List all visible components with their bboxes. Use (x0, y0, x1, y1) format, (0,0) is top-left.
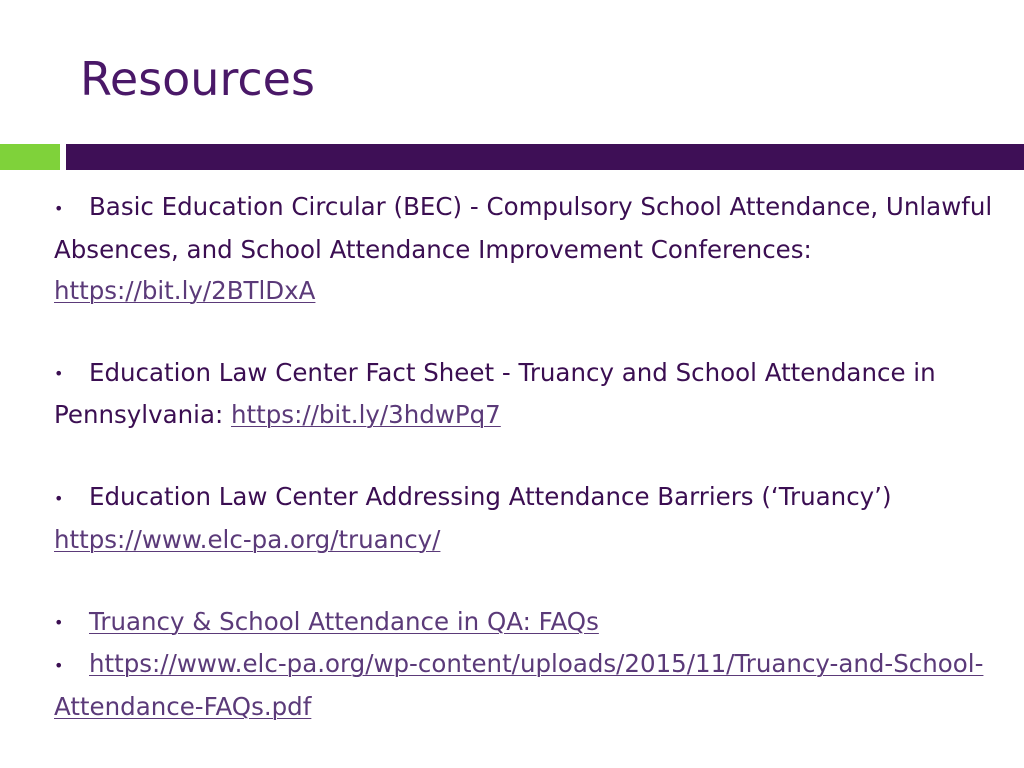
resource-item-attendance-barriers (54, 476, 1004, 560)
bullet-icon: • (54, 613, 64, 632)
spacer (54, 311, 1004, 352)
resource-item-fact-sheet (54, 352, 1004, 436)
resource-text: Education Law Center Fact Sheet - Truancy and School Attendance in Pennsylvania: (54, 357, 936, 429)
resource-link-truancy[interactable]: https://www.elc-pa.org/truancy/ (54, 524, 441, 554)
resource-list (54, 186, 1004, 727)
resource-link-faqs-pdf[interactable]: https://www.elc-pa.org/wp-content/uploads/2015/11/Truancy-and-School-Attendance-FAQs.pdf (54, 649, 984, 721)
resource-link-bec[interactable]: https://bit.ly/2BTlDxA (54, 275, 316, 305)
resource-item-bec (54, 186, 1004, 311)
accent-bar-green (0, 144, 60, 170)
resource-item-faqs-url (54, 643, 1004, 727)
bullet-icon: • (54, 488, 64, 508)
bullet-icon: • (54, 655, 64, 675)
resource-text: Basic Education Circular (BEC) - Compulsory School Attendance, Unlawful Absences, and School Attendance Improvement Conferences: (54, 192, 993, 264)
bullet-icon: • (54, 364, 64, 383)
resource-item-faqs-title (54, 601, 1004, 644)
slide-title: Resources (80, 52, 315, 106)
accent-bar-purple (66, 144, 1024, 170)
resource-link-faqs-title[interactable]: Truancy & School Attendance in QA: FAQs (89, 606, 599, 636)
resource-link-fact-sheet[interactable]: https://bit.ly/3hdwPq7 (231, 400, 501, 429)
resource-text: Education Law Center Addressing Attendance Barriers (‘Truancy’) (89, 482, 892, 511)
spacer (54, 560, 1004, 601)
bullet-icon: • (54, 198, 64, 218)
spacer (54, 435, 1004, 476)
